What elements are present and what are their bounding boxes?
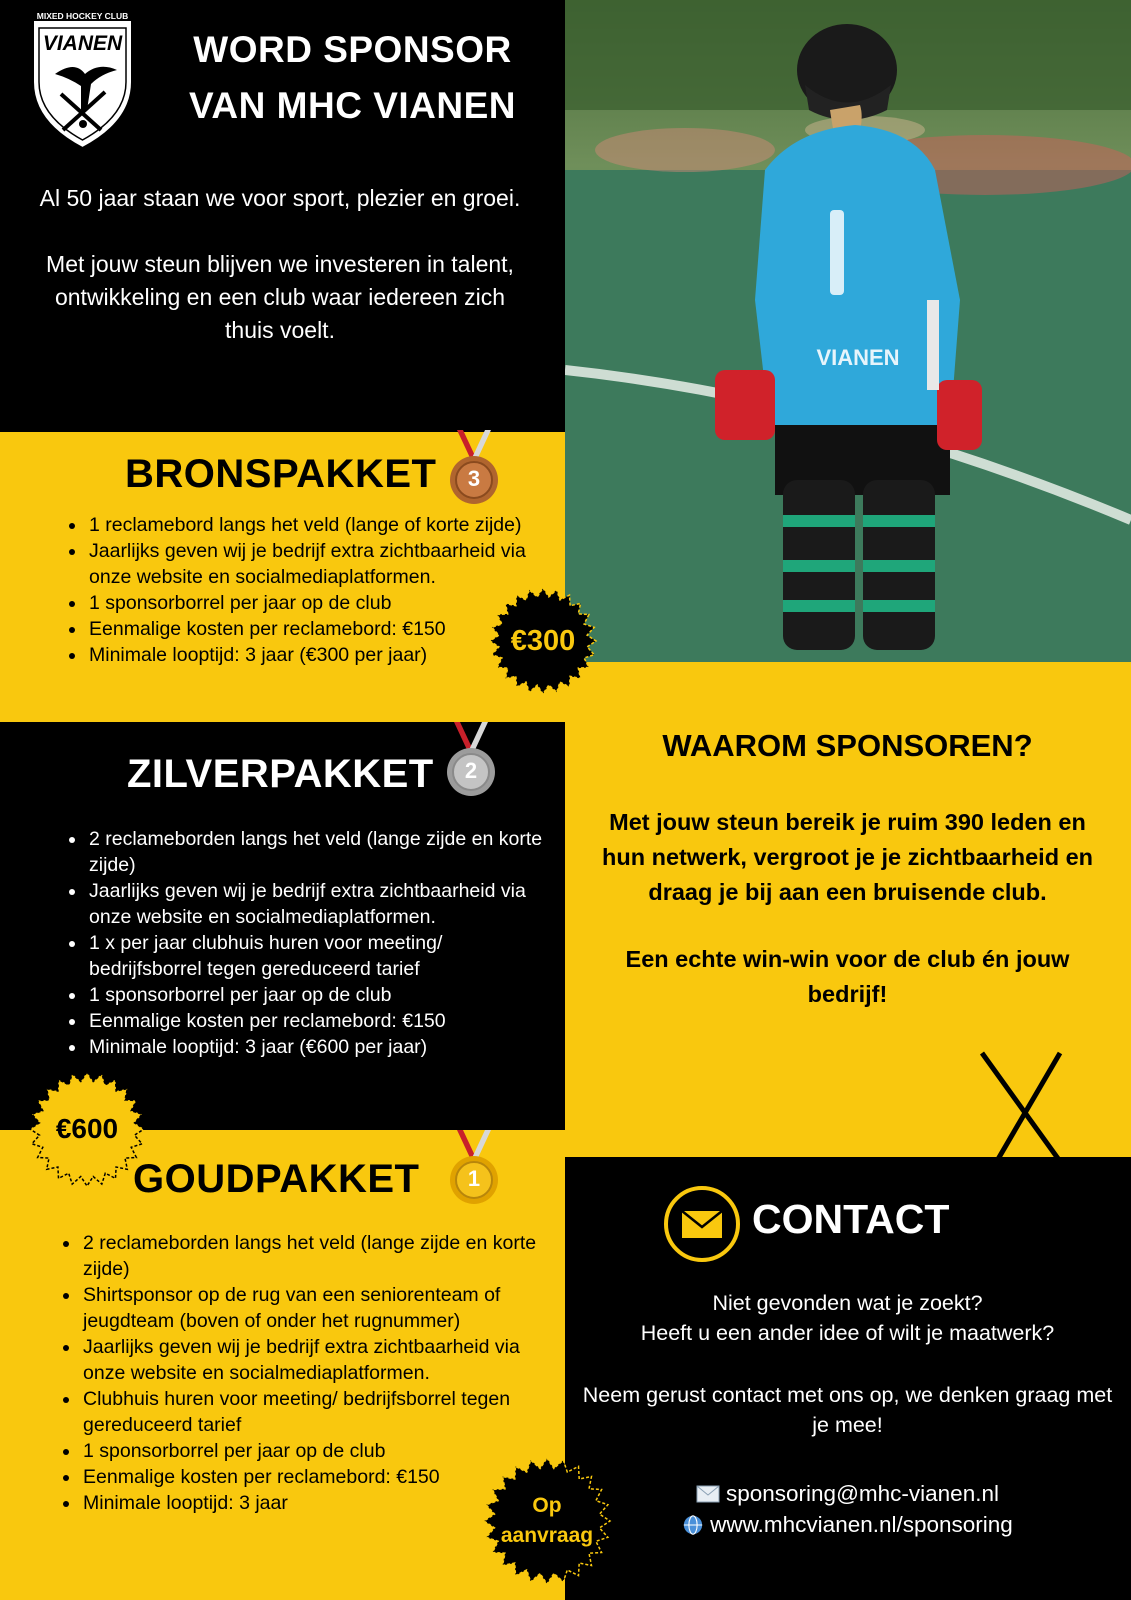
- feature-item: • 1 sponsorborrel per jaar op de club: [87, 590, 542, 616]
- page-title: [150, 22, 555, 134]
- title-line1: WORD SPONSOR: [193, 29, 512, 70]
- email-link[interactable]: sponsoring@mhc-vianen.nl: [726, 1481, 999, 1506]
- feature-item: • 1 x per jaar clubhuis huren voor meeting/ bedrijfsborrel tegen gereduceerd tarief: [87, 930, 557, 982]
- waarom-paragraph-1: Met jouw steun bereik je ruim 390 leden en hun netwerk, vergroot je je zichtbaarheid en draag je bij aan een bruisende club.: [602, 809, 1093, 905]
- feature-item: • Minimale looptijd: 3 jaar (€300 per jaar): [87, 642, 542, 668]
- gold-medal-icon: [443, 1130, 505, 1208]
- globe-icon: [682, 1514, 704, 1536]
- feature-item: • Clubhuis huren voor meeting/ bedrijfsborrel tegen gereduceerd tarief: [81, 1386, 561, 1438]
- contact-title: CONTACT: [752, 1196, 950, 1242]
- silver-medal-number: 2: [464, 758, 478, 783]
- feature-item: • Eenmalige kosten per reclamebord: €150: [81, 1464, 561, 1490]
- feature-item: • 2 reclameborden langs het veld (lange zijde en korte zijde): [81, 1230, 561, 1282]
- feature-item: • Shirtsponsor op de rug van een seniorenteam of jeugdteam (boven of onder het rugnummer): [81, 1282, 561, 1334]
- feature-item: • Eenmalige kosten per reclamebord: €150: [87, 616, 542, 642]
- jersey-text: VIANEN: [816, 345, 900, 370]
- contact-links: [575, 1478, 1120, 1540]
- feature-item: • Jaarlijks geven wij je bedrijf extra zichtbaarheid via onze website en socialmediaplatformen.: [81, 1334, 561, 1386]
- bronze-medal-icon: [443, 430, 505, 508]
- feature-item: • Jaarlijks geven wij je bedrijf extra zichtbaarheid via onze website en socialmediaplatformen.: [87, 878, 557, 930]
- bronze-price: €300: [510, 624, 576, 657]
- bronze-price-badge: [488, 578, 598, 704]
- logo-club-line: MIXED HOCKEY CLUB: [36, 11, 129, 21]
- club-logo: [25, 12, 140, 152]
- silver-package-title: ZILVERPAKKET: [127, 752, 434, 796]
- logo-name: VIANEN: [42, 32, 123, 55]
- silver-price: €600: [55, 1113, 119, 1144]
- waarom-text: [595, 805, 1100, 1044]
- crossed-hockey-sticks-icon: [952, 1048, 1112, 1208]
- feature-item: • 1 sponsorborrel per jaar op de club: [81, 1438, 561, 1464]
- intro-paragraph-2: Met jouw steun blijven we investeren in talent, ontwikkeling en een club waar iedereen zich thuis voelt.: [46, 251, 514, 343]
- bronze-package-title: BRONSPAKKET: [125, 452, 437, 496]
- feature-item: • 2 reclameborden langs het veld (lange zijde en korte zijde): [87, 826, 557, 878]
- contact-paragraph-2: Neem gerust contact met ons op, we denken graag met je mee!: [582, 1383, 1113, 1437]
- bronze-medal-number: 3: [467, 466, 481, 491]
- gold-package-title: GOUDPAKKET: [133, 1157, 420, 1201]
- gold-medal-number: 1: [467, 1166, 481, 1191]
- waarom-title: WAAROM SPONSOREN?: [662, 728, 1033, 763]
- silver-feature-list: [63, 826, 557, 1060]
- contact-line-1: Niet gevonden wat je zoekt?: [712, 1291, 983, 1315]
- intro-paragraph-1: Al 50 jaar staan we voor sport, plezier en groei.: [39, 185, 521, 211]
- bronze-feature-list: [63, 512, 542, 668]
- intro-text: [30, 182, 530, 380]
- website-link[interactable]: www.mhcvianen.nl/sponsoring: [710, 1512, 1013, 1537]
- feature-item: • Minimale looptijd: 3 jaar (€600 per jaar): [87, 1034, 557, 1060]
- contact-text: [575, 1288, 1120, 1472]
- envelope-icon: [663, 1185, 741, 1263]
- feature-item: • Minimale looptijd: 3 jaar: [81, 1490, 561, 1516]
- mail-icon: [696, 1485, 720, 1503]
- title-line2: VAN MHC VIANEN: [189, 85, 516, 126]
- hockey-goalie-photo: [565, 0, 1131, 662]
- feature-item: • Jaarlijks geven wij je bedrijf extra zichtbaarheid via onze website en socialmediaplatformen.: [87, 538, 542, 590]
- feature-item: • 1 sponsorborrel per jaar op de club: [87, 982, 557, 1008]
- feature-item: • Eenmalige kosten per reclamebord: €150: [87, 1008, 557, 1034]
- feature-item: • 1 reclamebord langs het veld (lange of korte zijde): [87, 512, 542, 538]
- silver-medal-icon: [440, 722, 502, 800]
- contact-line-2: Heeft u een ander idee of wilt je maatwerk?: [640, 1321, 1055, 1345]
- gold-price-line2: aanvraag: [500, 1524, 594, 1547]
- waarom-paragraph-2: Een echte win-win voor de club én jouw bedrijf!: [625, 946, 1070, 1007]
- silver-price-badge: [28, 1070, 146, 1188]
- gold-price-line1: Op: [532, 1494, 562, 1517]
